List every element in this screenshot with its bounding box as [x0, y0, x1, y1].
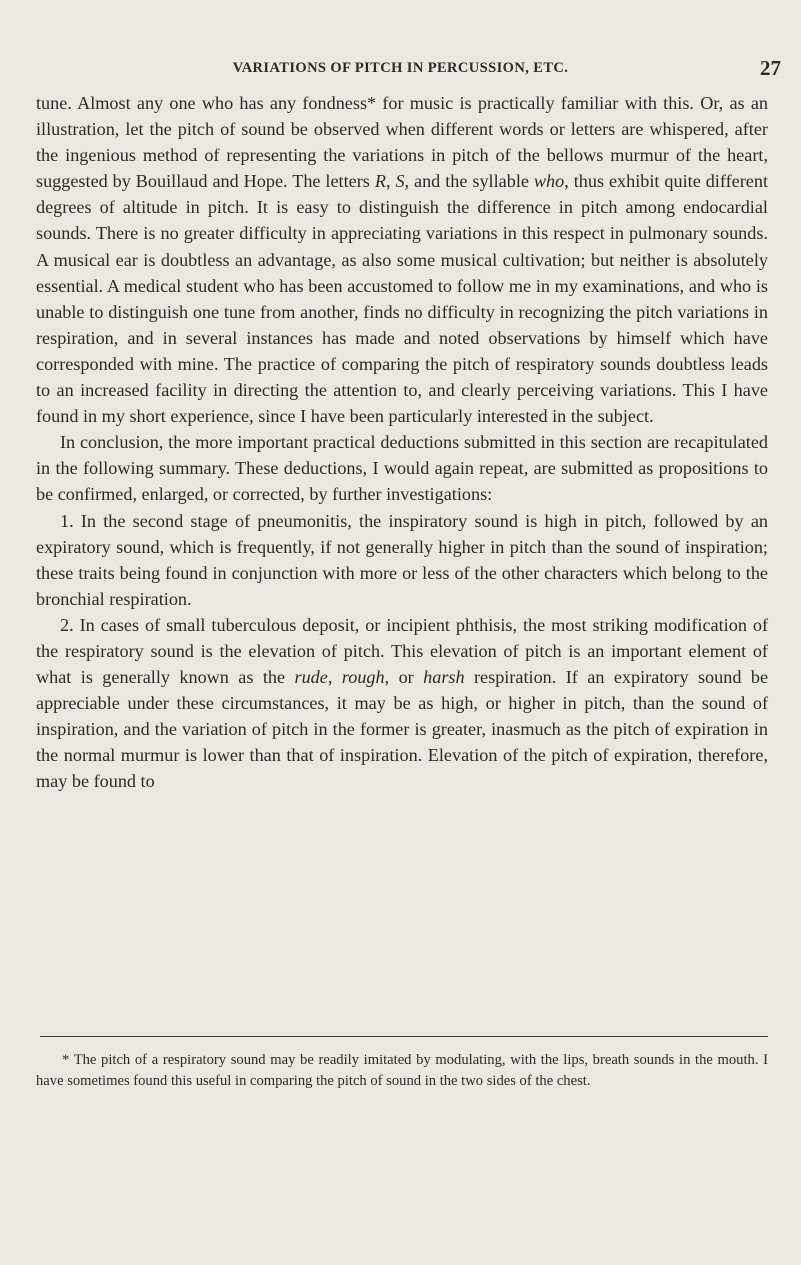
page-number: 27 — [760, 56, 781, 80]
paragraph-deduction-1: 1. In the second stage of pneumonitis, the inspiratory sound is high in pitch, followed by an expiratory sound, which is frequently, if not generally higher in pitch than the sound of inspiration; these traits being found in conjunction with more or less of the other characters which belong to the bronchial respiration. — [36, 510, 768, 609]
text-run: , — [327, 667, 342, 688]
running-head: VARIATIONS OF PITCH IN PERCUSSION, ETC. — [232, 60, 569, 76]
text-run: , — [385, 171, 396, 192]
term-rude: rude — [294, 667, 328, 688]
text-run: , thus exhibit quite different degrees of altitude in pitch. It is easy to distinguish the difference in pitch among endocardial sounds. There is no greater difficulty in appreciating variations in this respect in pulmonary sounds. A musical ear is doubtless an advantage, as also some musical cultivation; but neither is absolutely essential. A medical student who has been accustomed to follow me in my examinations, and who is unable to distinguish one tune from another, finds no difficulty in recognizing the pitch variations in respiration, and in several instances has made and noted observations by himself which have corresponded with mine. The practice of comparing the pitch of respiratory sounds doubtless leads to an increased facility in directing the attention to, and clearly perceiving variations. This I have found in my short experience, since I have been particularly interested in the subject. — [36, 171, 768, 427]
letter-r: R — [374, 171, 386, 192]
paragraph-continuation — [36, 90, 768, 429]
footnote-text: * The pitch of a respiratory sound may be readily imitated by modulating, with the lips, breath sounds in the mouth. I have sometimes found this useful in comparing the pitch of sound in the two sides of the chest. — [36, 1052, 768, 1089]
body-text — [36, 90, 768, 795]
letter-s: S — [395, 171, 405, 192]
text-run: , and the syllable — [404, 171, 534, 192]
text-run: 2. In cases of small tuberculous deposit, or incipient phthisis, the most striking modification of the respiratory sound is the elevation of pitch. This elevation of pitch is an important element of what is generally known as the — [36, 614, 768, 688]
paragraph-conclusion: In conclusion, the more important practical deductions submitted in this section are recapitulated in the following summary. These deductions, I would again repeat, are submitted as propositions to be confirmed, enlarged, or corrected, by further investigations: — [36, 432, 768, 505]
term-harsh: harsh — [423, 667, 465, 688]
text-run: tune. Almost any one who has any fondness* for music is practically familiar with this. Or, as an illustration, let the pitch of sound be observed when different words or letters are whispered, after the ingenious method of representing the variations in pitch of the bellows murmur of the heart, suggested by Bouillaud and Hope. The letters — [36, 93, 768, 192]
syllable-who: who — [533, 171, 565, 192]
term-rough: rough — [341, 667, 385, 688]
text-run: respiration. If an expiratory sound be appreciable under these circumstances, it may be as high, or higher in pitch, than the sound of inspiration, and the variation of pitch in the former is greater, inasmuch as the pitch of expiration in the normal murmur is lower than that of inspiration. Elevation of the pitch of expiration, therefore, may be found to — [36, 667, 769, 792]
paragraph-deduction-2 — [36, 612, 768, 795]
page-header — [0, 56, 801, 82]
text-run: , or — [384, 667, 424, 688]
footnote — [36, 1050, 768, 1092]
footnote-divider — [40, 1036, 768, 1037]
